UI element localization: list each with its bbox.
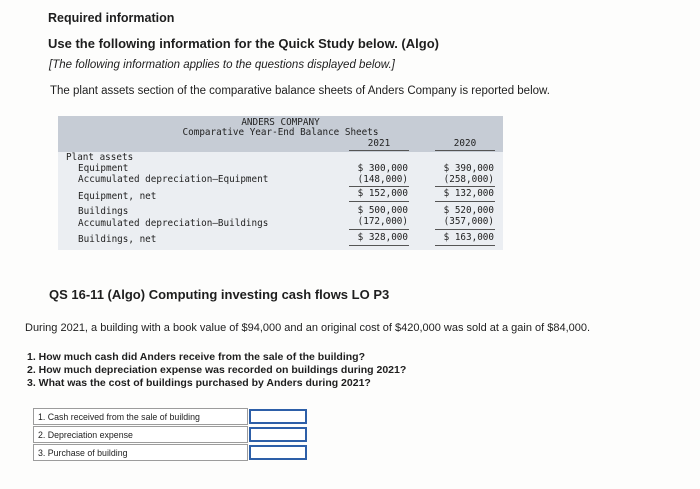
divider [435,229,495,230]
cell-accum-dep-buildings-2020: (357,000) [443,216,494,227]
question-3: 3. What was the cost of buildings purchased by Anders during 2021? [27,377,371,389]
cell-buildings-net-2021: $ 328,000 [357,232,408,243]
question-1: 1. How much cash did Anders receive from the sale of the building? [27,351,366,363]
company-name: ANDERS COMPANY [241,117,320,128]
required-information-heading: Required information [48,11,175,25]
section-label-plant-assets: Plant assets [66,152,134,163]
intro-text: The plant assets section of the comparative balance sheets of Anders Company is reported below. [50,85,550,97]
row-label-accum-dep-buildings: Accumulated depreciation—Buildings [78,218,269,229]
divider [435,186,495,187]
row-label-buildings: Buildings [78,206,129,217]
purchase-of-building-input[interactable] [249,445,307,460]
divider [435,201,495,202]
answer-label-depreciation-expense: 2. Depreciation expense [33,426,248,443]
answer-row [33,444,308,461]
balance-sheet-subtitle: Comparative Year-End Balance Sheets [182,127,379,138]
row-label-equipment: Equipment [78,163,129,174]
depreciation-expense-input[interactable] [249,427,307,442]
cell-equipment-net-2020: $ 132,000 [443,188,494,199]
cell-equipment-net-2021: $ 152,000 [357,188,408,199]
cell-accum-dep-equipment-2020: (258,000) [443,174,494,185]
answer-label-cash-received: 1. Cash received from the sale of building [33,408,248,425]
divider [435,150,495,151]
divider [349,201,409,202]
cell-equipment-2020: $ 390,000 [443,163,494,174]
divider [349,229,409,230]
divider [349,245,409,246]
answer-row [33,408,308,425]
divider [435,245,495,246]
quick-study-title: QS 16-11 (Algo) Computing investing cash flows LO P3 [49,287,390,302]
divider [349,186,409,187]
row-label-equipment-net: Equipment, net [78,191,157,202]
row-label-buildings-net: Buildings, net [78,234,157,245]
instructions-heading: Use the following information for the Quick Study below. (Algo) [48,36,439,51]
cell-accum-dep-buildings-2021: (172,000) [357,216,408,227]
answer-row [33,426,308,443]
answer-label-purchase-of-building: 3. Purchase of building [33,444,248,461]
row-label-accum-dep-equipment: Accumulated depreciation—Equipment [78,174,269,185]
cell-buildings-2020: $ 520,000 [443,205,494,216]
divider [349,150,409,151]
year-2021-header: 2021 [367,138,391,149]
cell-equipment-2021: $ 300,000 [357,163,408,174]
cell-buildings-net-2020: $ 163,000 [443,232,494,243]
cash-received-input[interactable] [249,409,307,424]
problem-statement: During 2021, a building with a book value of $94,000 and an original cost of $420,000 was sold at a gain of $84,000. [25,322,591,334]
year-2020-header: 2020 [453,138,477,149]
question-2: 2. How much depreciation expense was recorded on buildings during 2021? [27,364,407,376]
cell-buildings-2021: $ 500,000 [357,205,408,216]
cell-accum-dep-equipment-2021: (148,000) [357,174,408,185]
instructions-note: [The following information applies to the questions displayed below.] [49,59,395,71]
